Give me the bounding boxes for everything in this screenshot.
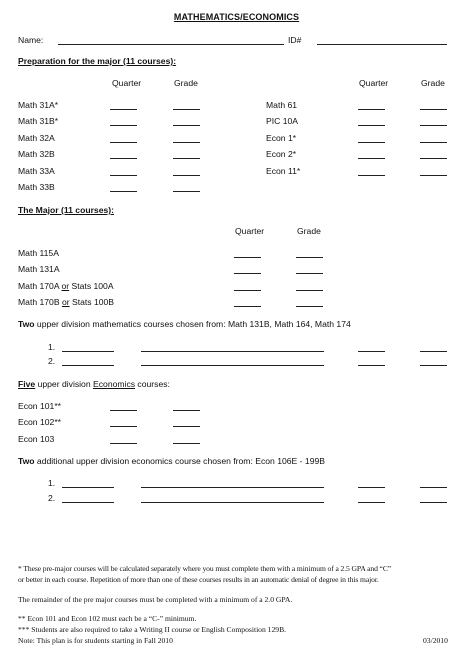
- course-title-blank[interactable]: [141, 502, 324, 503]
- quarter-blank[interactable]: [234, 257, 261, 258]
- course-title-blank[interactable]: [141, 365, 324, 366]
- grade-blank[interactable]: [420, 175, 447, 176]
- grade-blank[interactable]: [173, 410, 200, 411]
- grade-blank[interactable]: [420, 125, 447, 126]
- prep-col-grade-left: Grade: [174, 78, 198, 88]
- prep-course-left: Math 32B: [18, 149, 55, 159]
- econ-course: Econ 101**: [18, 401, 62, 411]
- id-label: ID#: [288, 35, 302, 45]
- prep-course-right: PIC 10A: [266, 116, 299, 126]
- grade-blank[interactable]: [173, 426, 200, 427]
- quarter-blank[interactable]: [110, 175, 137, 176]
- grade-blank[interactable]: [173, 443, 200, 444]
- quarter-blank[interactable]: [110, 410, 137, 411]
- id-field[interactable]: [317, 44, 447, 45]
- econ-course: Econ 103: [18, 434, 55, 444]
- quarter-blank[interactable]: [358, 158, 385, 159]
- prep-course-right: Econ 1*: [266, 133, 297, 143]
- course-number-blank[interactable]: [62, 351, 114, 352]
- footnote-pre-major: or better in each course. Repetition of more than one of these courses results in an automatic denial of degree in this major.: [18, 575, 379, 584]
- grade-blank[interactable]: [296, 290, 323, 291]
- quarter-blank[interactable]: [234, 273, 261, 274]
- name-label: Name:: [18, 35, 44, 45]
- quarter-blank[interactable]: [358, 125, 385, 126]
- econ-course: Econ 102**: [18, 417, 62, 427]
- grade-blank[interactable]: [420, 351, 447, 352]
- quarter-blank[interactable]: [234, 290, 261, 291]
- major-course: Math 170A or Stats 100A: [18, 281, 114, 291]
- quarter-blank[interactable]: [110, 158, 137, 159]
- name-field[interactable]: [58, 44, 284, 45]
- prep-course-left: Math 33A: [18, 166, 55, 176]
- footnote-remainder: The remainder of the pre major courses must be completed with a minimum of a 2.0 GPA.: [18, 595, 293, 604]
- quarter-blank[interactable]: [358, 109, 385, 110]
- upper-econ-heading: Two additional upper division economics course chosen from: Econ 106E - 199B: [18, 456, 325, 466]
- quarter-blank[interactable]: [358, 175, 385, 176]
- quarter-blank[interactable]: [110, 426, 137, 427]
- major-heading: The Major (11 courses):: [18, 205, 114, 215]
- prep-course-left: Math 31B*: [18, 116, 59, 126]
- quarter-blank[interactable]: [110, 142, 137, 143]
- quarter-blank[interactable]: [358, 351, 385, 352]
- revision-date: 03/2010: [423, 636, 448, 645]
- grade-blank[interactable]: [420, 487, 447, 488]
- quarter-blank[interactable]: [358, 487, 385, 488]
- grade-blank[interactable]: [173, 158, 200, 159]
- row-number: 2.: [48, 356, 56, 366]
- footnote-pre-major: * These pre-major courses will be calculated separately where you must complete them with a minimum of a 2.5 GPA and “C”: [18, 564, 392, 573]
- prep-course-right: Econ 2*: [266, 149, 297, 159]
- row-number: 1.: [48, 478, 56, 488]
- major-course: Math 170B or Stats 100B: [18, 297, 115, 307]
- major-col-quarter: Quarter: [235, 226, 265, 236]
- grade-blank[interactable]: [173, 191, 200, 192]
- course-number-blank[interactable]: [62, 502, 114, 503]
- footnote-econ-minimum: ** Econ 101 and Econ 102 must each be a “C-” minimum.: [18, 614, 197, 623]
- quarter-blank[interactable]: [234, 306, 261, 307]
- prep-col-grade-right: Grade: [421, 78, 445, 88]
- course-number-blank[interactable]: [62, 487, 114, 488]
- quarter-blank[interactable]: [358, 142, 385, 143]
- page-title: MATHEMATICS/ECONOMICS: [173, 12, 300, 22]
- prep-heading: Preparation for the major (11 courses):: [18, 56, 177, 66]
- grade-blank[interactable]: [173, 109, 200, 110]
- row-number: 1.: [48, 342, 56, 352]
- grade-blank[interactable]: [173, 142, 200, 143]
- course-number-blank[interactable]: [62, 365, 114, 366]
- prep-course-left: Math 33B: [18, 182, 55, 192]
- row-number: 2.: [48, 493, 56, 503]
- grade-blank[interactable]: [296, 257, 323, 258]
- major-col-grade: Grade: [297, 226, 321, 236]
- footnote-writing: *** Students are also required to take a Writing II course or English Composition 129B.: [18, 625, 287, 634]
- quarter-blank[interactable]: [110, 191, 137, 192]
- grade-blank[interactable]: [296, 306, 323, 307]
- grade-blank[interactable]: [420, 109, 447, 110]
- major-course: Math 115A: [18, 248, 59, 258]
- quarter-blank[interactable]: [110, 125, 137, 126]
- quarter-blank[interactable]: [358, 502, 385, 503]
- grade-blank[interactable]: [296, 273, 323, 274]
- prep-course-right: Econ 11*: [266, 166, 301, 176]
- footnote-plan-note: Note: This plan is for students starting in Fall 2010: [18, 636, 173, 645]
- grade-blank[interactable]: [173, 175, 200, 176]
- prep-course-left: Math 32A: [18, 133, 55, 143]
- grade-blank[interactable]: [420, 158, 447, 159]
- prep-col-quarter-left: Quarter: [112, 78, 142, 88]
- upper-math-heading: Two upper division mathematics courses chosen from: Math 131B, Math 164, Math 174: [18, 319, 351, 329]
- course-title-blank[interactable]: [141, 487, 324, 488]
- course-title-blank[interactable]: [141, 351, 324, 352]
- econ-heading: Five upper division Economics courses:: [18, 379, 170, 389]
- major-course: Math 131A: [18, 264, 60, 274]
- grade-blank[interactable]: [420, 502, 447, 503]
- grade-blank[interactable]: [420, 365, 447, 366]
- prep-course-left: Math 31A*: [18, 100, 59, 110]
- quarter-blank[interactable]: [110, 443, 137, 444]
- quarter-blank[interactable]: [358, 365, 385, 366]
- prep-course-right: Math 61: [266, 100, 298, 110]
- grade-blank[interactable]: [420, 142, 447, 143]
- prep-col-quarter-right: Quarter: [359, 78, 389, 88]
- quarter-blank[interactable]: [110, 109, 137, 110]
- grade-blank[interactable]: [173, 125, 200, 126]
